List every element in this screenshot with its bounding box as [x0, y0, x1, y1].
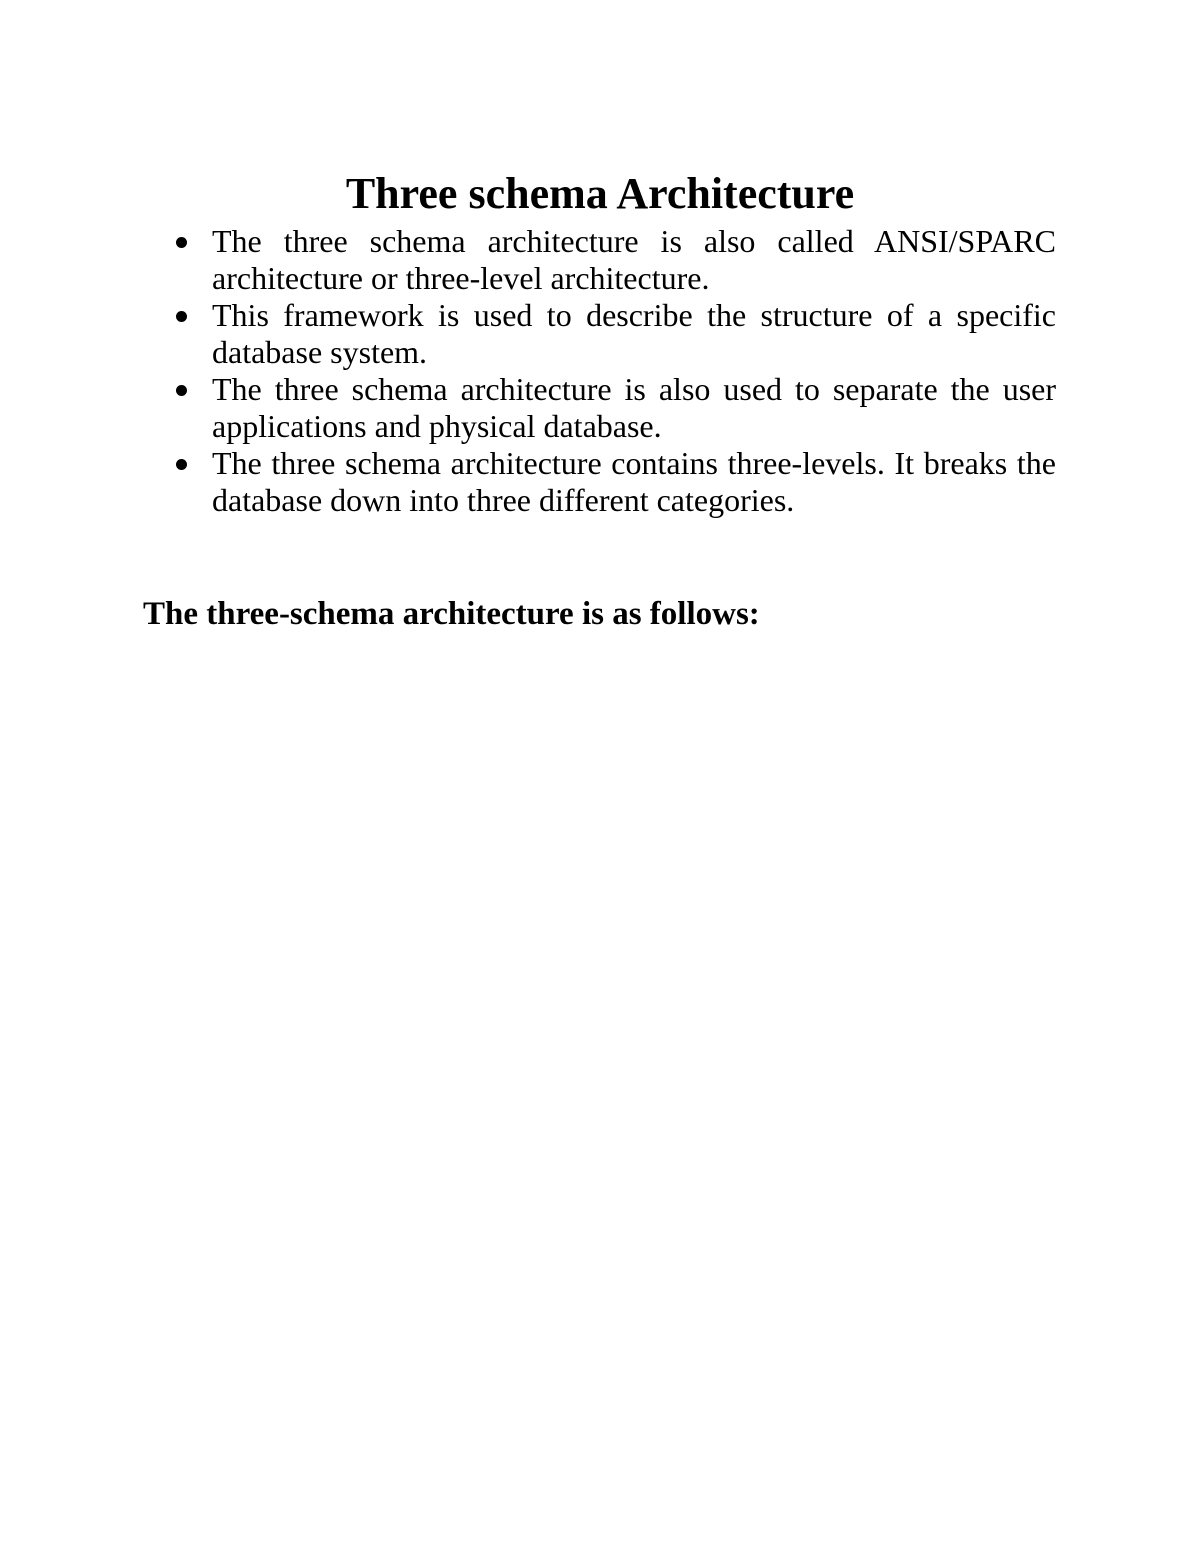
- list-item-text: The three schema architecture is also called ANSI/SPARC architecture or three-level architecture.: [212, 223, 1056, 296]
- list-item: [212, 371, 1056, 445]
- bullet-list: [212, 223, 1056, 519]
- section-heading: The three-schema architecture is as follows:: [143, 596, 760, 632]
- list-item: [212, 297, 1056, 371]
- list-item: [212, 445, 1056, 519]
- bullet-icon: [176, 459, 187, 470]
- list-item-text: The three schema architecture is also used to separate the user applications and physical database.: [212, 371, 1056, 444]
- bullet-icon: [176, 311, 187, 322]
- list-item: [212, 223, 1056, 297]
- list-item-text: The three schema architecture contains three-levels. It breaks the database down into three different categories.: [212, 445, 1056, 518]
- list-item-text: This framework is used to describe the structure of a specific database system.: [212, 297, 1056, 370]
- page-title: Three schema Architecture: [345, 169, 855, 218]
- bullet-icon: [176, 385, 187, 396]
- bullet-icon: [176, 237, 187, 248]
